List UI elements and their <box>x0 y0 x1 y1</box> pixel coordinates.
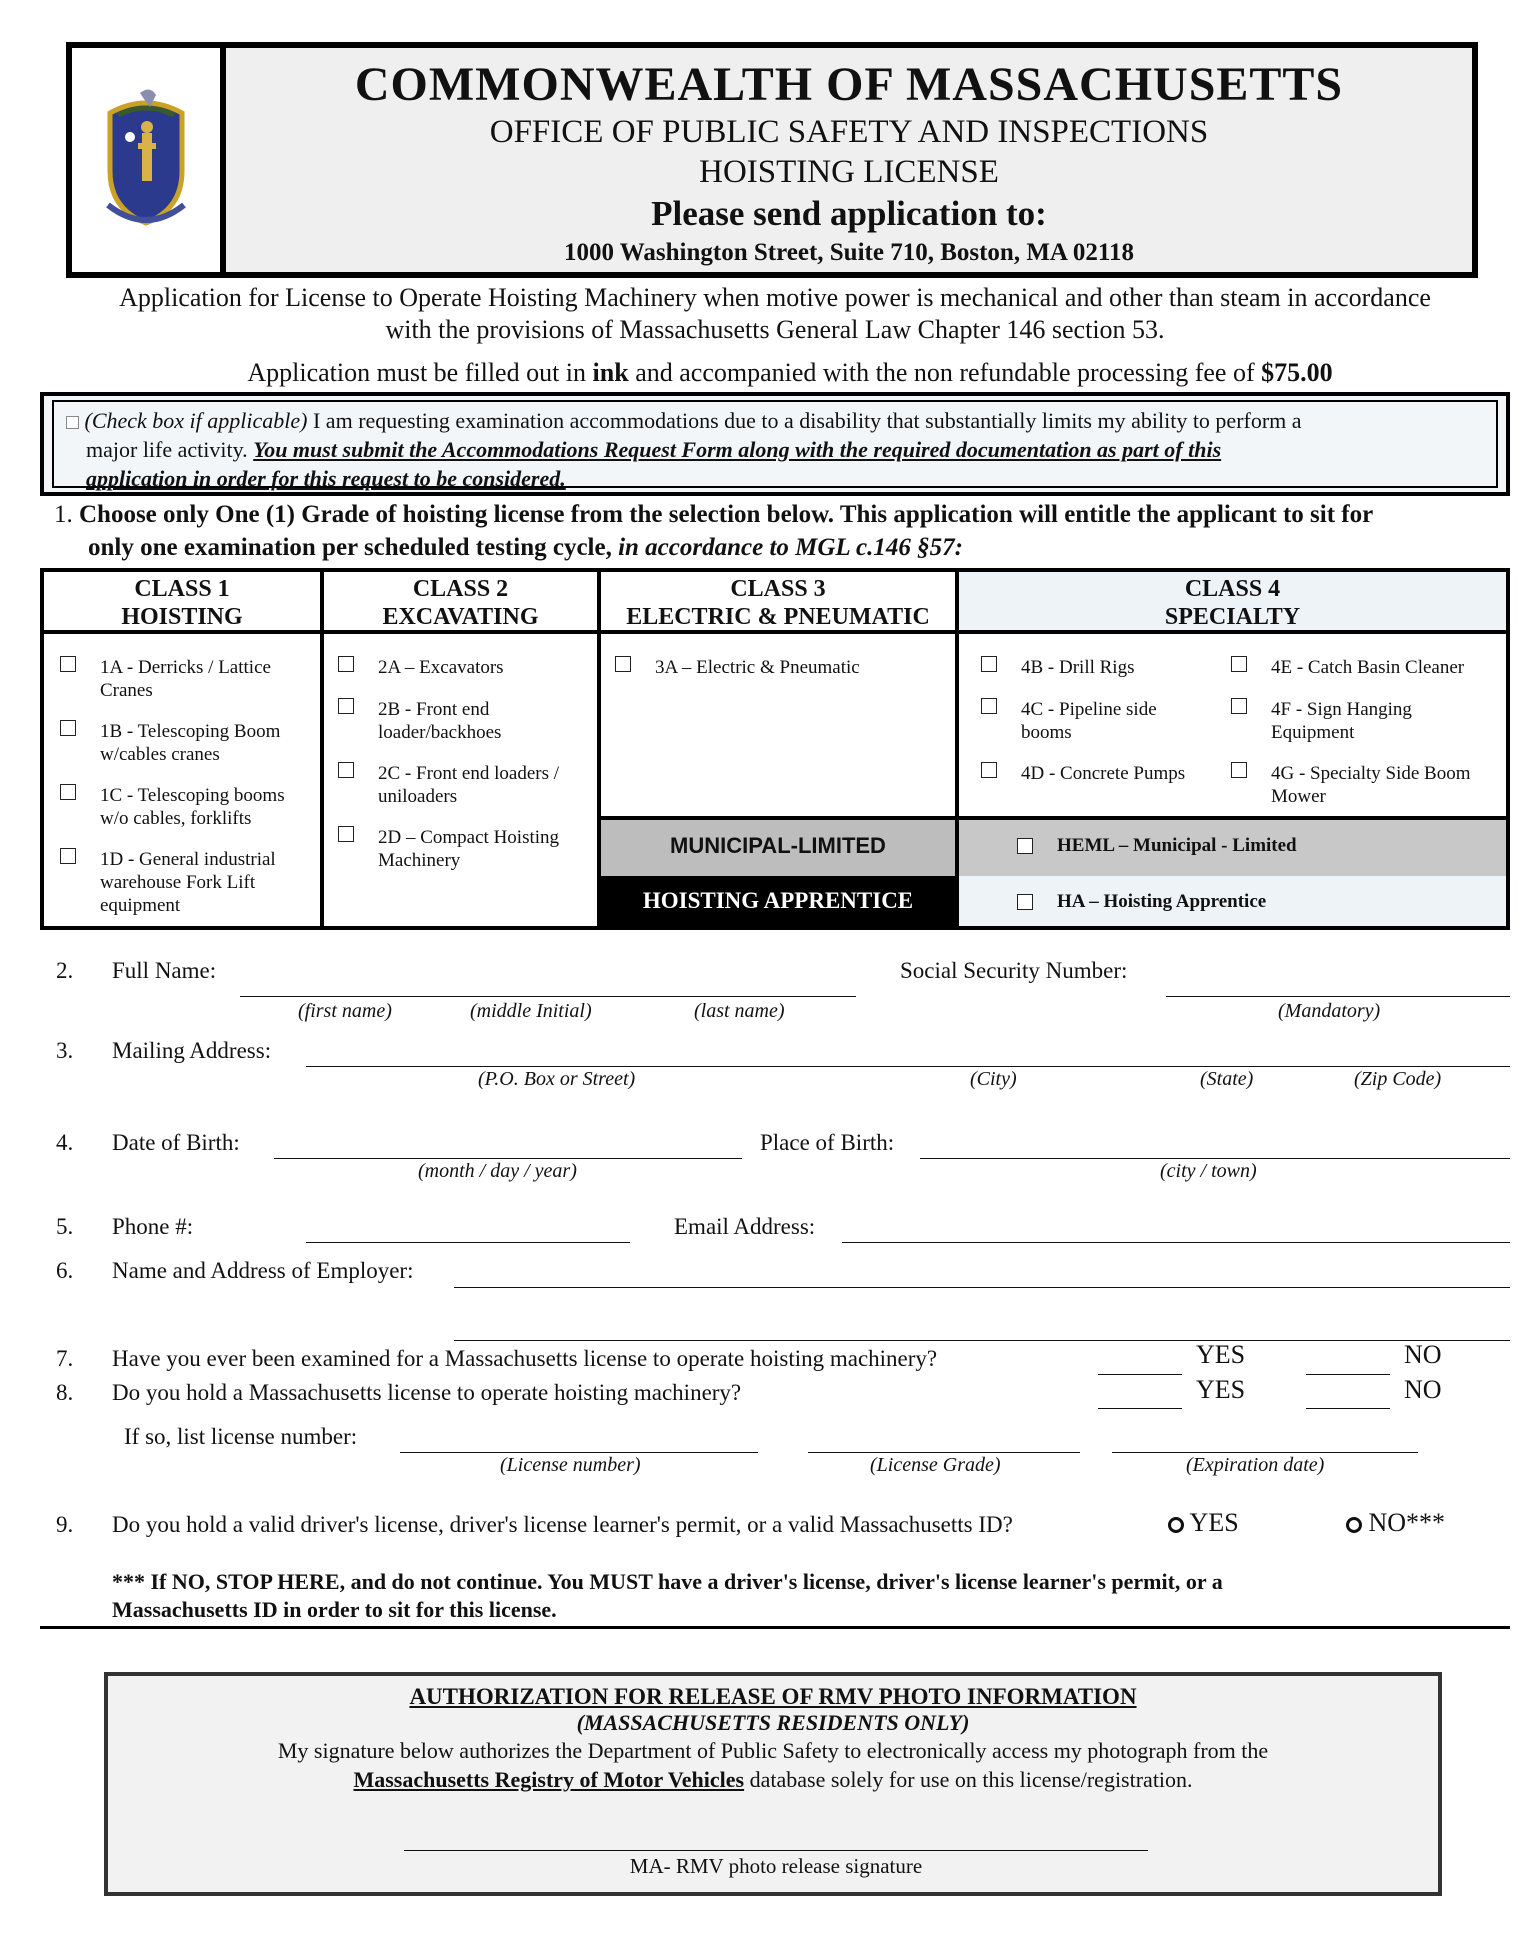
option-2b <box>378 698 501 744</box>
fee-amount: $75.00 <box>1261 358 1333 387</box>
q9-yes-label: YES <box>1189 1508 1239 1537</box>
option-1a-line2: Cranes <box>100 680 153 701</box>
option-2d-line1: 2D – Compact Hoisting <box>378 827 560 848</box>
class3-header <box>601 572 955 634</box>
option-1c <box>100 784 285 830</box>
checkbox-2a[interactable] <box>338 656 354 672</box>
header-text <box>226 48 1472 272</box>
q1-mgl: in accordance to MGL c.146 §57: <box>618 534 963 561</box>
hint-license-grade: (License Grade) <box>870 1454 1001 1476</box>
email-input[interactable] <box>842 1242 1510 1243</box>
hint-pobox: (P.O. Box or Street) <box>478 1068 636 1090</box>
option-1d-line3: equipment <box>100 895 181 916</box>
class1-header <box>44 572 320 634</box>
accommodation-checkbox[interactable] <box>66 416 79 429</box>
checkbox-4g[interactable] <box>1231 762 1247 778</box>
pob-label: Place of Birth: <box>760 1130 895 1155</box>
q8-yes: YES <box>1196 1375 1246 1404</box>
option-4b: 4B - Drill Rigs <box>1021 657 1135 678</box>
hint-expiration: (Expiration date) <box>1186 1454 1325 1476</box>
q9-yes-radio[interactable] <box>1168 1517 1184 1533</box>
phone-input[interactable] <box>306 1242 630 1243</box>
hint-zip: (Zip Code) <box>1354 1068 1442 1090</box>
class4-header <box>959 572 1506 634</box>
option-4g-line2: Mower <box>1271 786 1326 807</box>
option-2b-line2: loader/backhoes <box>378 722 502 743</box>
q8-no-input[interactable] <box>1306 1408 1390 1409</box>
option-2c <box>378 762 559 808</box>
ssn-input[interactable] <box>1166 996 1510 997</box>
option-4f <box>1271 698 1412 744</box>
hint-middle: (middle Initial) <box>470 1000 592 1022</box>
employer-label: Name and Address of Employer: <box>112 1258 414 1283</box>
option-1c-line1: 1C - Telescoping booms <box>100 785 285 806</box>
option-4d: 4D - Concrete Pumps <box>1021 763 1186 784</box>
accommodation-must: You must submit the Accommodations Request Form along with the required documentation as part of this <box>253 437 1222 462</box>
option-1d <box>100 848 276 917</box>
hint-mandatory: (Mandatory) <box>1278 1000 1381 1022</box>
accommodation-inner <box>52 400 1498 491</box>
check-hint: (Check box if applicable) <box>84 408 308 433</box>
checkbox-1b[interactable] <box>60 720 76 736</box>
class1-sub: HOISTING <box>121 604 243 630</box>
ifso-label: If so, list license number: <box>124 1424 358 1449</box>
intro-line2: with the provisions of Massachusetts General Law Chapter 146 section 53. <box>385 315 1165 344</box>
q4-num: 4. <box>56 1130 74 1155</box>
checkbox-1d[interactable] <box>60 848 76 864</box>
option-4f-line1: 4F - Sign Hanging <box>1271 699 1412 720</box>
q1-line2: only one examination per scheduled testing cycle, <box>88 534 619 561</box>
header-license: HOISTING LICENSE <box>699 154 999 190</box>
signature-line[interactable] <box>404 1850 1148 1851</box>
class3-column <box>601 572 959 926</box>
class2-header <box>324 572 597 634</box>
auth-line2 <box>108 1765 1438 1794</box>
option-4c-line1: 4C - Pipeline side <box>1021 699 1157 720</box>
q5-num: 5. <box>56 1214 74 1239</box>
checkbox-4d[interactable] <box>981 762 997 778</box>
checkbox-1c[interactable] <box>60 784 76 800</box>
q1-line1: Choose only One (1) Grade of hoisting license from the selection below. This application will entitle the applicant to sit for <box>72 501 1374 528</box>
q8-yes-input[interactable] <box>1098 1408 1182 1409</box>
checkbox-4c[interactable] <box>981 698 997 714</box>
accommodation-text: I am requesting examination accommodations due to a disability that substantially limits my ability to perform a <box>307 408 1302 433</box>
class4-sub: SPECIALTY <box>1164 604 1301 630</box>
ink-text-a: Application must be filled out in <box>247 358 593 387</box>
q9-num: 9. <box>56 1512 74 1537</box>
ha-row <box>959 876 1506 926</box>
header-box <box>66 42 1478 278</box>
class2-title: CLASS 2 <box>412 576 509 602</box>
accommodation-must2: application in order for this request to be considered. <box>86 466 566 491</box>
section-divider <box>40 1626 1510 1629</box>
mailing-input[interactable] <box>306 1066 1510 1067</box>
q1-num: 1. <box>54 501 73 528</box>
accommodation-box <box>40 392 1510 496</box>
mailing-label: Mailing Address: <box>112 1038 272 1063</box>
checkbox-2d[interactable] <box>338 826 354 842</box>
option-4g <box>1271 762 1470 808</box>
option-3a: 3A – Electric & Pneumatic <box>655 657 860 678</box>
employer-input-2[interactable] <box>454 1340 1510 1341</box>
q8-no: NO <box>1404 1375 1442 1404</box>
q8-num: 8. <box>56 1380 74 1405</box>
stop-warning <box>112 1568 1223 1624</box>
expiration-input[interactable] <box>1112 1452 1418 1453</box>
hint-citytown: (city / town) <box>1160 1160 1257 1182</box>
signature-label: MA- RMV photo release signature <box>629 1854 923 1878</box>
class2-sub: EXCAVATING <box>382 604 539 630</box>
class2-column <box>324 572 601 926</box>
q7-yes-input[interactable] <box>1098 1374 1182 1375</box>
municipal-limited-label: MUNICIPAL-LIMITED <box>601 816 955 880</box>
full-name-label: Full Name: <box>112 958 217 983</box>
hint-first: (first name) <box>298 1000 392 1022</box>
stop-line1: *** If NO, STOP HERE, and do not continue. You MUST have a driver's license, driver's license learner's permit, or a <box>112 1569 1223 1594</box>
option-1a-line1: 1A - Derricks / Lattice <box>100 657 271 678</box>
q7-num: 7. <box>56 1346 74 1371</box>
option-1d-line1: 1D - General industrial <box>100 849 276 870</box>
q7-no-input[interactable] <box>1306 1374 1390 1375</box>
option-1b-line1: 1B - Telescoping Boom <box>100 721 281 742</box>
license-number-input[interactable] <box>400 1452 758 1453</box>
option-4f-line2: Equipment <box>1271 722 1355 743</box>
checkbox-4e[interactable] <box>1231 656 1247 672</box>
pob-input[interactable] <box>920 1158 1510 1159</box>
option-heml: HEML – Municipal - Limited <box>1057 835 1297 856</box>
option-2d <box>378 826 559 872</box>
email-label: Email Address: <box>674 1214 816 1239</box>
q9-no-label: NO*** <box>1368 1508 1446 1537</box>
checkbox-2c[interactable] <box>338 762 354 778</box>
option-2c-line2: uniloaders <box>378 786 458 807</box>
hint-state: (State) <box>1200 1068 1254 1090</box>
class3-title: CLASS 3 <box>730 576 826 602</box>
option-1d-line2: warehouse Fork Lift <box>100 872 256 893</box>
option-1b <box>100 720 280 766</box>
ssn-label: Social Security Number: <box>900 958 1128 983</box>
hint-mdy: (month / day / year) <box>418 1160 577 1182</box>
option-4g-line1: 4G - Specialty Side Boom <box>1271 763 1471 784</box>
q6-num: 6. <box>56 1258 74 1283</box>
auth-rmv: Massachusetts Registry of Motor Vehicles <box>353 1767 745 1792</box>
q7-yes: YES <box>1196 1340 1246 1369</box>
option-2c-line1: 2C - Front end loaders / <box>378 763 560 784</box>
checkbox-3a[interactable] <box>615 656 631 672</box>
checkbox-ha[interactable] <box>1017 894 1033 910</box>
option-2b-line1: 2B - Front end <box>378 699 490 720</box>
option-4e: 4E - Catch Basin Cleaner <box>1271 657 1465 678</box>
option-1b-line2: w/cables cranes <box>100 744 220 765</box>
auth-line2-rest: database solely for use on this license/registration. <box>744 1767 1193 1792</box>
q1-text <box>54 498 1524 564</box>
q2-num: 2. <box>56 958 74 983</box>
class1-column <box>44 572 324 926</box>
auth-title: AUTHORIZATION FOR RELEASE OF RMV PHOTO INFORMATION <box>409 1684 1137 1709</box>
hint-last: (last name) <box>694 1000 785 1022</box>
checkbox-heml[interactable] <box>1017 838 1033 854</box>
dob-label: Date of Birth: <box>112 1130 240 1155</box>
option-4c <box>1021 698 1157 744</box>
option-1a <box>100 656 271 702</box>
q7-no: NO <box>1404 1340 1442 1369</box>
ink-text-c: and accompanied with the non refundable processing fee of <box>628 358 1262 387</box>
header-title: COMMONWEALTH OF MASSACHUSETTS <box>354 58 1344 111</box>
option-ha: HA – Hoisting Apprentice <box>1057 891 1267 912</box>
option-4c-line2: booms <box>1021 722 1072 743</box>
header-address: 1000 Washington Street, Suite 710, Boston, MA 02118 <box>564 239 1134 266</box>
q7-text: Have you ever been examined for a Massachusetts license to operate hoisting machinery? <box>112 1346 938 1371</box>
class3-sub: ELECTRIC & PNEUMATIC <box>626 604 930 630</box>
q9-text: Do you hold a valid driver's license, driver's license learner's permit, or a valid Massachusetts ID? <box>112 1512 1013 1537</box>
state-seal-icon <box>90 85 202 235</box>
ink-word: ink <box>592 358 629 387</box>
auth-line1: My signature below authorizes the Department of Public Safety to electronically access my photograph from the <box>277 1738 1269 1763</box>
q9-yes-option[interactable] <box>1168 1508 1239 1538</box>
class4-title: CLASS 4 <box>1184 576 1281 602</box>
checkbox-4f[interactable] <box>1231 698 1247 714</box>
heml-row <box>959 816 1506 880</box>
q9-no-radio[interactable] <box>1346 1517 1362 1533</box>
hint-city: (City) <box>970 1068 1017 1090</box>
seal-frame <box>72 48 226 272</box>
accommodation-text2: major life activity. <box>86 437 254 462</box>
authorization-box <box>104 1672 1442 1896</box>
q9-no-option[interactable] <box>1346 1508 1445 1538</box>
license-grade-input[interactable] <box>808 1452 1080 1453</box>
q8-text: Do you hold a Massachusetts license to operate hoisting machinery? <box>112 1380 742 1405</box>
hint-license-number: (License number) <box>500 1454 641 1476</box>
dob-input[interactable] <box>274 1158 742 1159</box>
option-1c-line2: w/o cables, forklifts <box>100 808 252 829</box>
header-send-to: Please send application to: <box>651 194 1047 233</box>
option-2d-line2: Machinery <box>378 850 461 871</box>
intro-text <box>40 282 1510 346</box>
full-name-input[interactable] <box>240 996 856 997</box>
checkbox-1a[interactable] <box>60 656 76 672</box>
hoisting-apprentice-label: HOISTING APPRENTICE <box>601 876 955 926</box>
phone-label: Phone #: <box>112 1214 194 1239</box>
class-grid <box>40 568 1510 930</box>
checkbox-4b[interactable] <box>981 656 997 672</box>
option-2a: 2A – Excavators <box>378 657 504 678</box>
ink-notice <box>40 358 1530 388</box>
intro-line1: Application for License to Operate Hoisting Machinery when motive power is mechanical and other than steam in accordance <box>119 283 1431 312</box>
class4-column <box>959 572 1506 926</box>
stop-line2: Massachusetts ID in order to sit for this license. <box>112 1597 557 1622</box>
auth-sub: (MASSACHUSETTS RESIDENTS ONLY) <box>576 1710 970 1735</box>
header-office: OFFICE OF PUBLIC SAFETY AND INSPECTIONS <box>489 114 1209 150</box>
class1-title: CLASS 1 <box>134 576 230 602</box>
employer-input-1[interactable] <box>454 1287 1510 1288</box>
q3-num: 3. <box>56 1038 74 1063</box>
checkbox-2b[interactable] <box>338 698 354 714</box>
